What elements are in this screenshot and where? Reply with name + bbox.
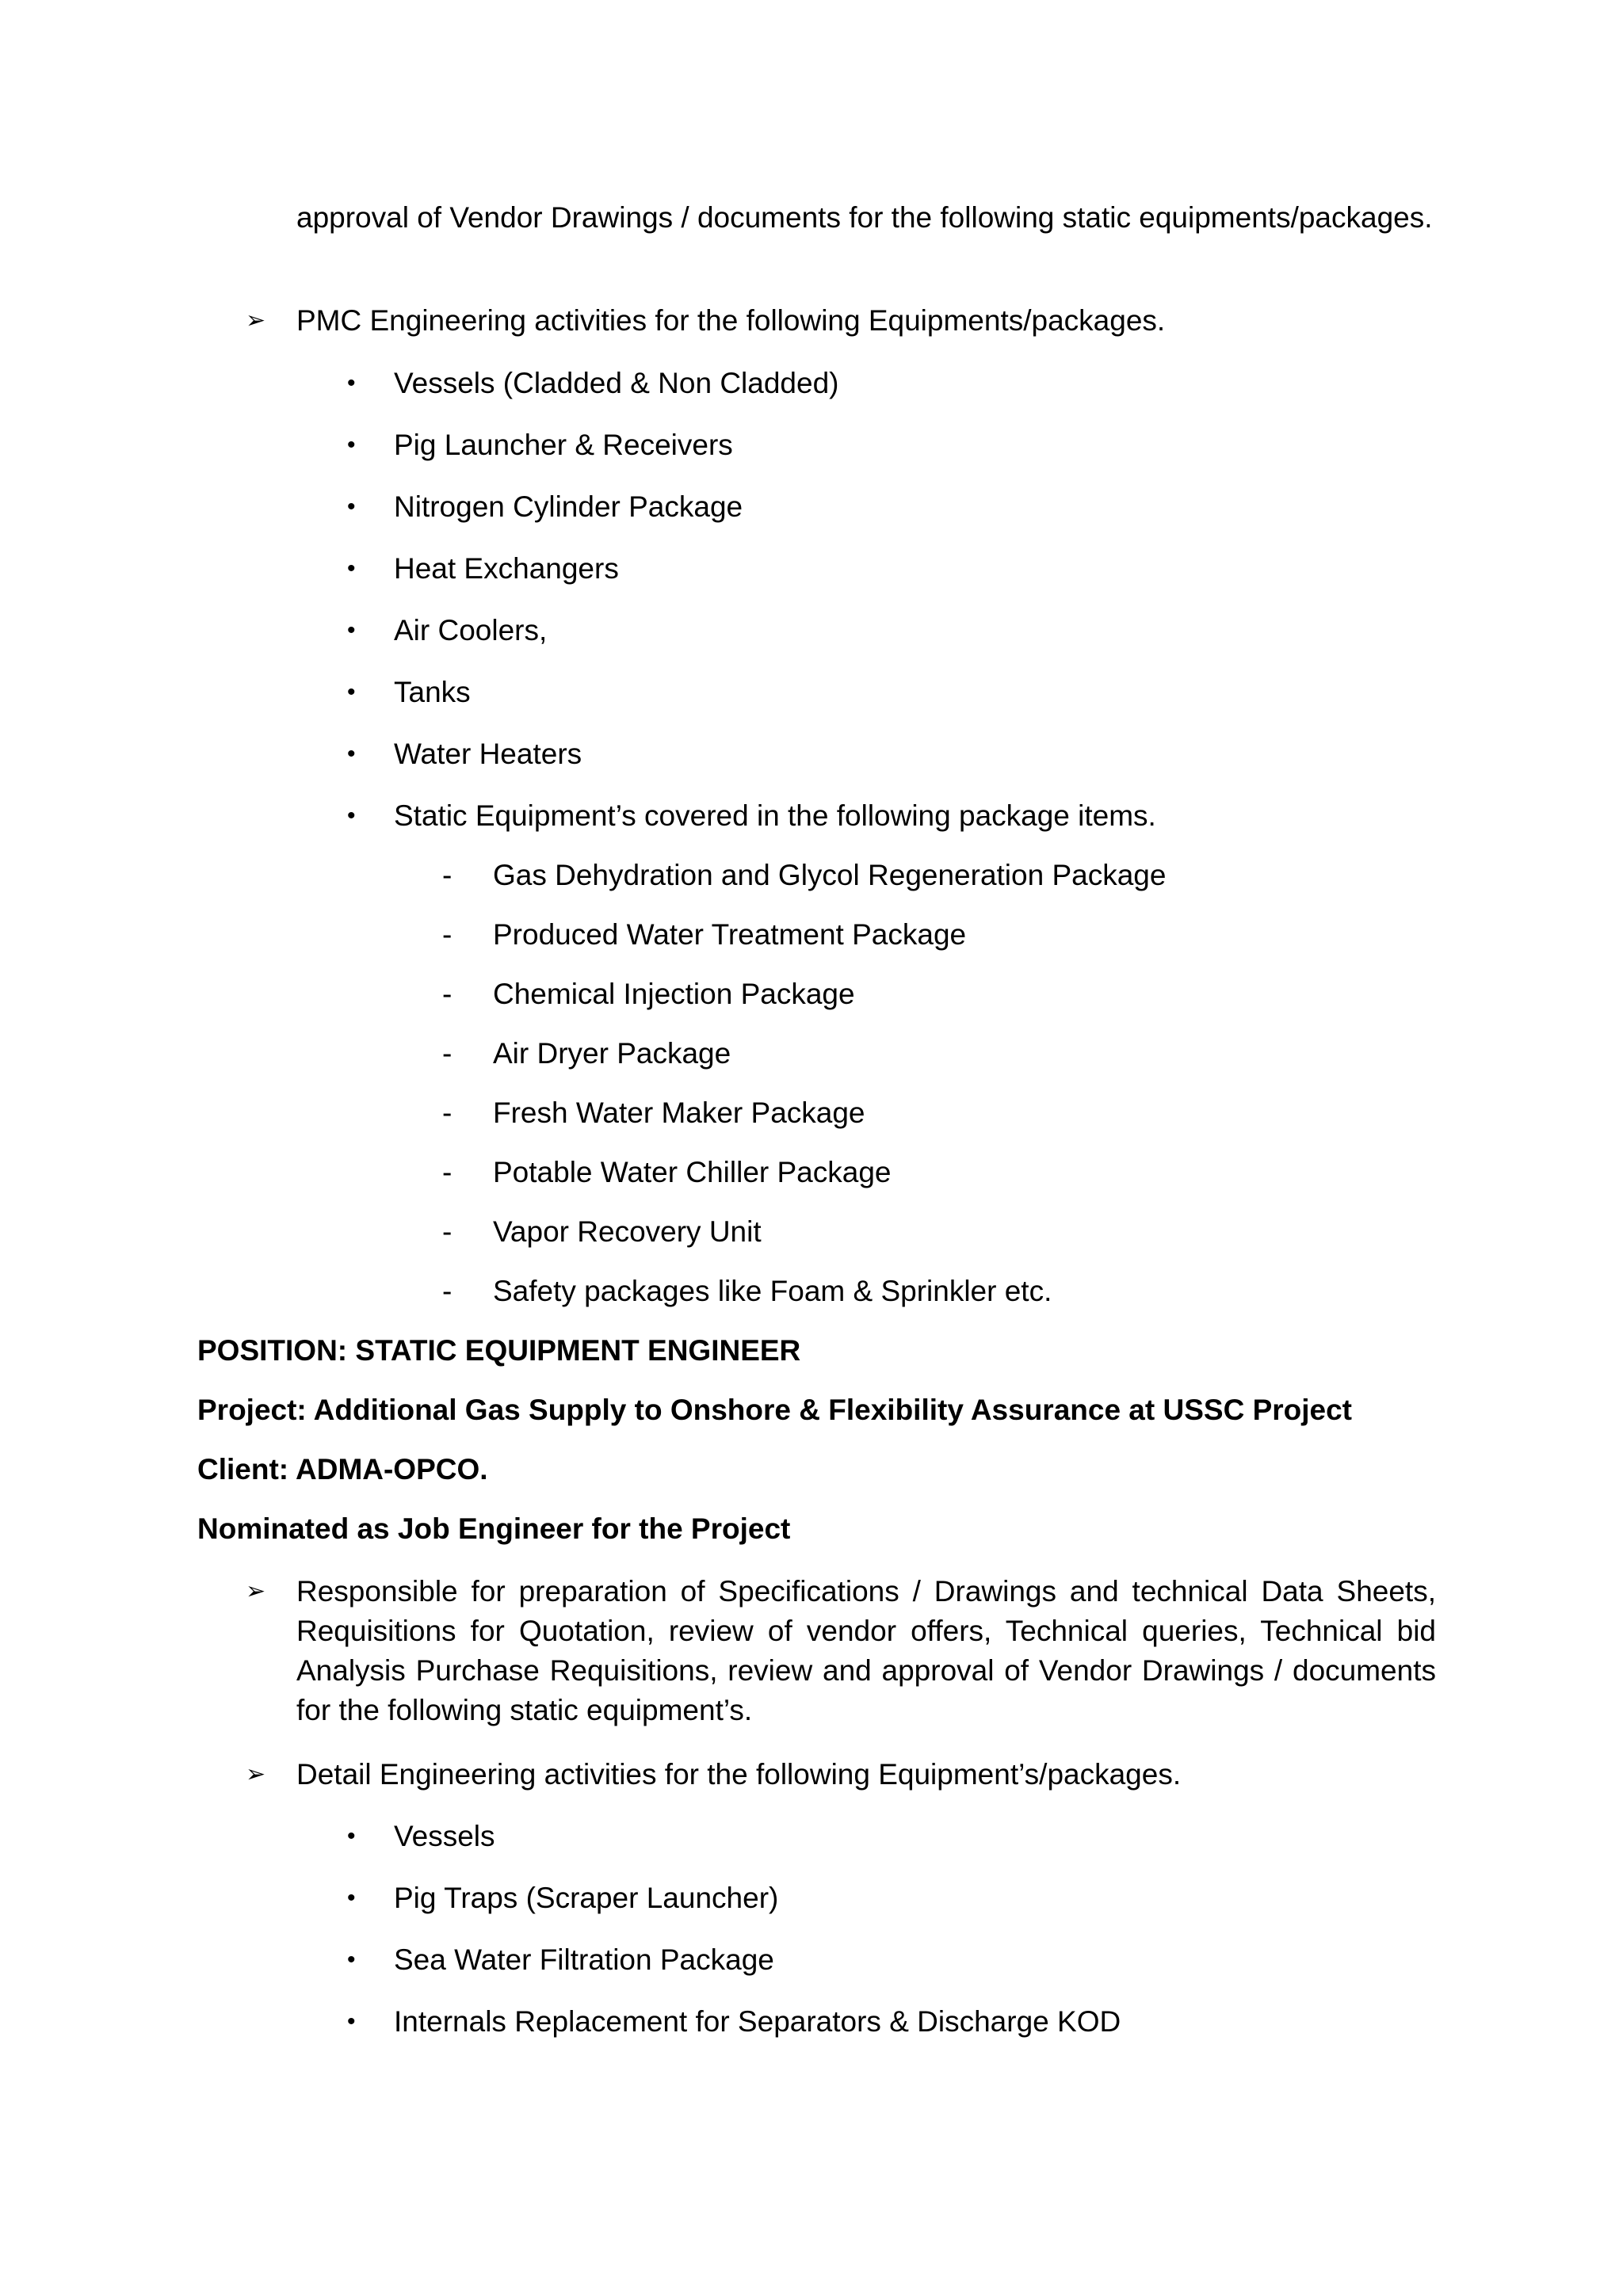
bullet-text: Pig Launcher & Receivers <box>394 429 733 461</box>
sub-item-text: Fresh Water Maker Package <box>493 1097 865 1129</box>
bullet-marker: • <box>347 617 356 643</box>
bullet-marker: • <box>347 494 356 520</box>
bullet-text: Tanks <box>394 676 471 708</box>
bullet-text: Nitrogen Cylinder Package <box>394 490 743 523</box>
bullet-marker: • <box>347 679 356 705</box>
bullet-text: Air Coolers, <box>394 614 548 646</box>
client-heading: Client: ADMA-OPCO. <box>197 1453 488 1486</box>
sub-item-text: Vapor Recovery Unit <box>493 1215 762 1248</box>
arrow-marker: ➢ <box>246 1578 266 1604</box>
sub-item-text: Chemical Injection Package <box>493 978 855 1010</box>
detail-activities-text: Detail Engineering activities for the following Equipment’s/packages. <box>296 1758 1182 1791</box>
dash-marker: - <box>442 1156 453 1188</box>
arrow-marker: ➢ <box>246 1761 266 1787</box>
sub-item-text: Gas Dehydration and Glycol Regeneration Package <box>493 859 1167 891</box>
bullet-text: Pig Traps (Scraper Launcher) <box>394 1882 779 1914</box>
bullet-text: Water Heaters <box>394 738 582 770</box>
intro-paragraph: approval of Vendor Drawings / documents for the following static equipments/packages. <box>296 201 1433 234</box>
bullet-text: Sea Water Filtration Package <box>394 1943 774 1976</box>
bullet-marker: • <box>347 370 356 396</box>
bullet-marker: • <box>347 432 356 458</box>
bullet-text: Vessels (Cladded & Non Cladded) <box>394 367 839 399</box>
dash-marker: - <box>442 1275 453 1307</box>
bullet-text: Heat Exchangers <box>394 552 619 585</box>
dash-marker: - <box>442 1037 453 1070</box>
pmc-activities-text: PMC Engineering activities for the following Equipments/packages. <box>296 304 1166 337</box>
responsibilities-paragraph: Responsible for preparation of Specifications / Drawings and technical Data Sheets, Requisitions for Quotation, review of vendor offers, Technical queries, Technical bid Analysis Purchase Requisitions, review and approval of Vendor Drawings / documents for the following static equipment’s. <box>296 1575 1436 1726</box>
dash-marker: - <box>442 918 453 951</box>
bullet-text: Internals Replacement for Separators & Discharge KOD <box>394 2005 1121 2038</box>
bullet-marker: • <box>347 1823 356 1849</box>
dash-marker: - <box>442 859 453 891</box>
dash-marker: - <box>442 1215 453 1248</box>
nominated-heading: Nominated as Job Engineer for the Project <box>197 1512 791 1545</box>
sub-item-text: Potable Water Chiller Package <box>493 1156 892 1188</box>
position-heading: POSITION: STATIC EQUIPMENT ENGINEER <box>197 1334 801 1367</box>
sub-item-text: Air Dryer Package <box>493 1037 731 1070</box>
bullet-marker: • <box>347 741 356 767</box>
sub-item-text: Produced Water Treatment Package <box>493 918 967 951</box>
bullet-marker: • <box>347 2008 356 2035</box>
bullet-marker: • <box>347 555 356 582</box>
arrow-marker: ➢ <box>246 307 266 334</box>
dash-marker: - <box>442 1097 453 1129</box>
bullet-text: Static Equipment’s covered in the following package items. <box>394 799 1156 832</box>
sub-item-text: Safety packages like Foam & Sprinkler etc. <box>493 1275 1052 1307</box>
bullet-marker: • <box>347 1885 356 1911</box>
bullet-marker: • <box>347 1947 356 1973</box>
dash-marker: - <box>442 978 453 1010</box>
project-heading: Project: Additional Gas Supply to Onshore & Flexibility Assurance at USSC Project <box>197 1394 1353 1426</box>
bullet-marker: • <box>347 803 356 829</box>
bullet-text: Vessels <box>394 1820 495 1852</box>
